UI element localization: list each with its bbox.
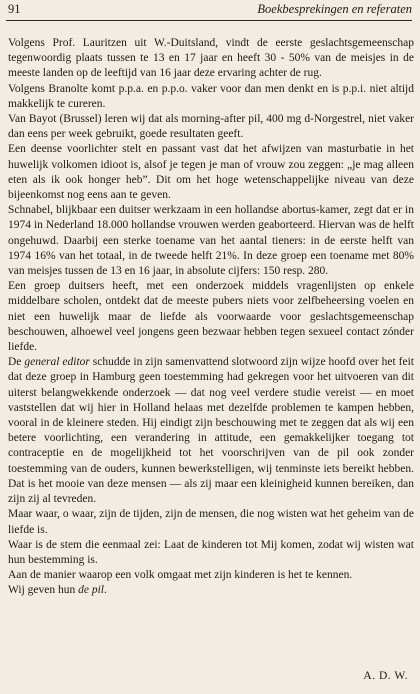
- paragraph-deense-voorlichter: Een deense voorlichter stelt en passant vast dat het afwijzen van masturbatie in het huwelijk volkomen idioot is, alsof je tegen je man of vrouw zou zeggen: „je mag alleen eten als ik ook honger heb”. Dit om het hoge wetenschappelijke niveau van deze bijeenkomst nog eens aan te geven.: [8, 143, 414, 202]
- paragraph-maar-waar: Maar waar, o waar, zijn de tijden, zijn de mensen, die nog wisten wat het geheim van de liefde is.: [8, 508, 414, 536]
- page-header: [6, 2, 412, 18]
- running-head: Boekbesprekingen en referaten: [257, 2, 412, 16]
- final-emphasis: de pil: [78, 584, 104, 597]
- final-end: .: [104, 584, 107, 597]
- paragraph-waar-is-de-stem: Waar is de stem die eenmaal zei: Laat de kinderen tot Mij komen, zodat wij wisten wat hun bestemming is.: [8, 538, 414, 566]
- header-rule: [6, 20, 412, 21]
- editor-rest: schudde in zijn samenvattend slotwoord zijn wijze hoofd over het feit dat deze groep in Hamburg geen toestemming had gekregen voor het uitvoeren van dit uiterst belangwekkende onderzoek — dat nog veel verdere studie vereist — en moet vaststellen dat wij hier in Holland helaas met dezelfde problemen te kampen hebben, vooral in de kleinere steden. Hij eindigt zijn beschouwing met te zeggen dat als wij een betere voorlichting, een verandering in attitude, een gemakkelijker toegang tot contraceptie en de mogelijkheid tot het voorschrijven van de pil ook zonder toestemming van de ouders, kunnen bewerkstelligen, wij tenminste iets bereikt hebben. Dat is het mooie van deze mensen — als zij maar een kleinigheid kunnen bereiken, dan zijn zij al tevreden.: [8, 356, 414, 506]
- editor-emphasis: general editor: [24, 356, 90, 369]
- paragraph-lauritzen: Volgens Prof. Lauritzen uit W.-Duitsland, vindt de eerste geslachtsgemeenschap tegenwoordig plaats tussen te 13 en 17 jaar en heeft 30 - 50% van de meisjes in de meeste landen op de leeftijd van 16 jaar deze ervaring achter de rug.: [8, 37, 414, 80]
- page-number: 91: [8, 2, 21, 16]
- final-lead: Wij geven hun: [8, 584, 79, 597]
- paragraph-bayot: Van Bayot (Brussel) leren wij dat als morning-after pil, 400 mg d-Norgestrel, niet vaker dan eens per week gebruikt, goede resultaten geeft.: [8, 113, 414, 141]
- article-body: [8, 36, 414, 599]
- paragraph-branolte: Volgens Branolte komt p.p.a. en p.p.o. vaker voor dan men denkt en is p.p.i. niet altijd makkelijk te cureren.: [8, 82, 414, 110]
- paragraph-manier: Aan de manier waarop een volk omgaat met zijn kinderen is het te kennen.: [8, 569, 353, 582]
- paragraph-duitsers-onderzoek: Een groep duitsers heeft, met een onderzoek middels vragenlijsten op enkele middelbare scholen, ontdekt dat de meeste pubers niets voor zelfbeheersing voelen en niet een huwelijk maar de liefde als voorwaarde voor geslachtsgemeenschap beschouwen, alhoewel veel jongens geen bezwaar hebben tegen sexueel contact zónder liefde.: [8, 280, 414, 354]
- paragraph-schnabel: Schnabel, blijkbaar een duitser werkzaam in een hollandse abortus-kamer, zegt dat er in 1974 in Nederland 18.000 hollandse vrouwen werden geaborteerd. Hiervan was de helft ongehuwd. Daarbij een sterke toename van het aantal tieners: in de eerste helft van 1974 16% van het totaal, in de tweede helft 21%. In deze groep een toename met 80% van meisjes tussen de 13 en 16 jaar, in absolute cijfers: 150 resp. 280.: [8, 204, 414, 278]
- author-signature: A. D. W.: [363, 670, 408, 682]
- editor-lead: De: [8, 356, 25, 369]
- paragraph-final-line: [8, 583, 414, 598]
- paragraph-general-editor: [8, 355, 414, 507]
